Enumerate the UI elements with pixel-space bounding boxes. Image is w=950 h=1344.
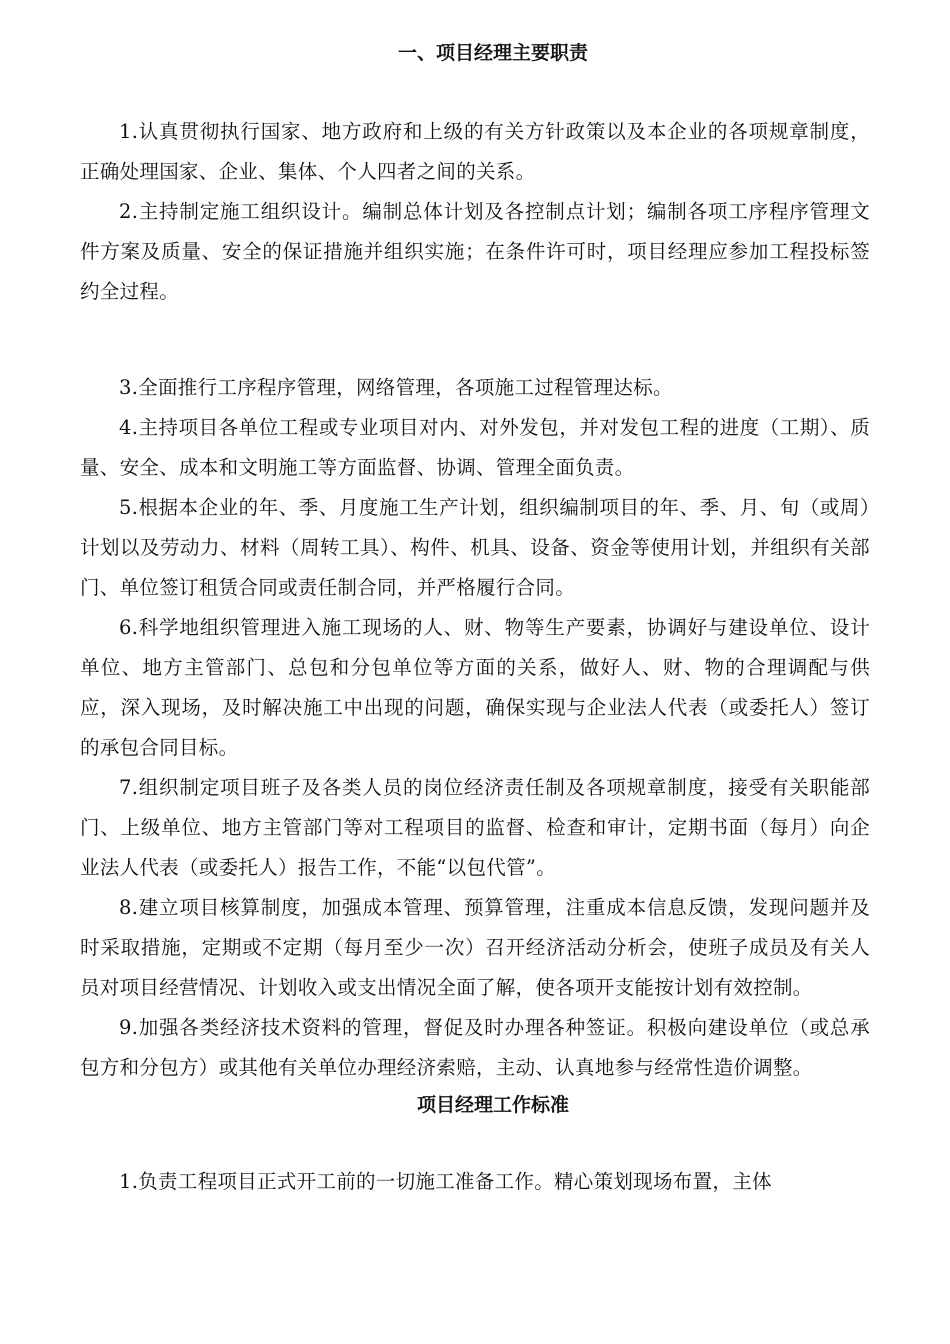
section-title: 一、项目经理主要职责 <box>397 42 588 64</box>
duty-paragraph: 8.建立项目核算制度，加强成本管理、预算管理，注重成本信息反馈，发现问题并及时采取措施，定期或不定期（每月至少一次）召开经济活动分析会，使班子成员及有关人员对项目经营情况、计划收入或支出情况全面了解，使各项开支能按计划有效控制。 <box>80 896 870 999</box>
duty-paragraph: 4.主持项目各单位工程或专业项目对内、对外发包，并对发包工程的进度（工期）、质量、安全、成本和文明施工等方面监督、协调、管理全面负责。 <box>80 416 870 479</box>
spacer <box>80 312 870 368</box>
section-subtitle: 项目经理工作标准 <box>416 1094 569 1116</box>
duty-paragraph: 2.主持制定施工组织设计。编制总体计划及各控制点计划；编制各项工序程序管理文件方案及质量、安全的保证措施并组织实施；在条件许可时，项目经理应参加工程投标签约全过程。 <box>80 200 870 303</box>
duty-paragraph: 7.组织制定项目班子及各类人员的岗位经济责任制及各项规章制度，接受有关职能部门、上级单位、地方主管部门等对工程项目的监督、检查和审计，定期书面（每月）向企业法人代表（或委托人）报告工作，不能“以包代管”。 <box>80 776 870 879</box>
duty-paragraph: 1.认真贯彻执行国家、地方政府和上级的有关方针政策以及本企业的各项规章制度，正确处理国家、企业、集体、个人四者之间的关系。 <box>80 120 870 183</box>
document-page <box>80 38 870 1202</box>
duty-paragraph: 5.根据本企业的年、季、月度施工生产计划，组织编制项目的年、季、月、旬（或周）计划以及劳动力、材料（周转工具）、构件、机具、设备、资金等使用计划，并组织有关部门、单位签订租赁合同或责任制合同，并严格履行合同。 <box>80 496 870 599</box>
duty-paragraph: 6.科学地组织管理进入施工现场的人、财、物等生产要素，协调好与建设单位、设计单位、地方主管部门、总包和分包单位等方面的关系，做好人、财、物的合理调配与供应，深入现场，及时解决施工中出现的问题，确保实现与企业法人代表（或委托人）签订的承包合同目标。 <box>80 616 870 759</box>
duty-paragraph: 3.全面推行工序程序管理，网络管理，各项施工过程管理达标。 <box>119 376 673 399</box>
standard-paragraph: 1.负责工程项目正式开工前的一切施工准备工作。精心策划现场布置，主体 <box>119 1170 772 1193</box>
duty-paragraph: 9.加强各类经济技术资料的管理，督促及时办理各种签证。积极向建设单位（或总承包方和分包方）或其他有关单位办理经济索赔，主动、认真地参与经常性造价调整。 <box>80 1016 870 1079</box>
spacer <box>80 1120 870 1162</box>
spacer <box>80 68 870 112</box>
